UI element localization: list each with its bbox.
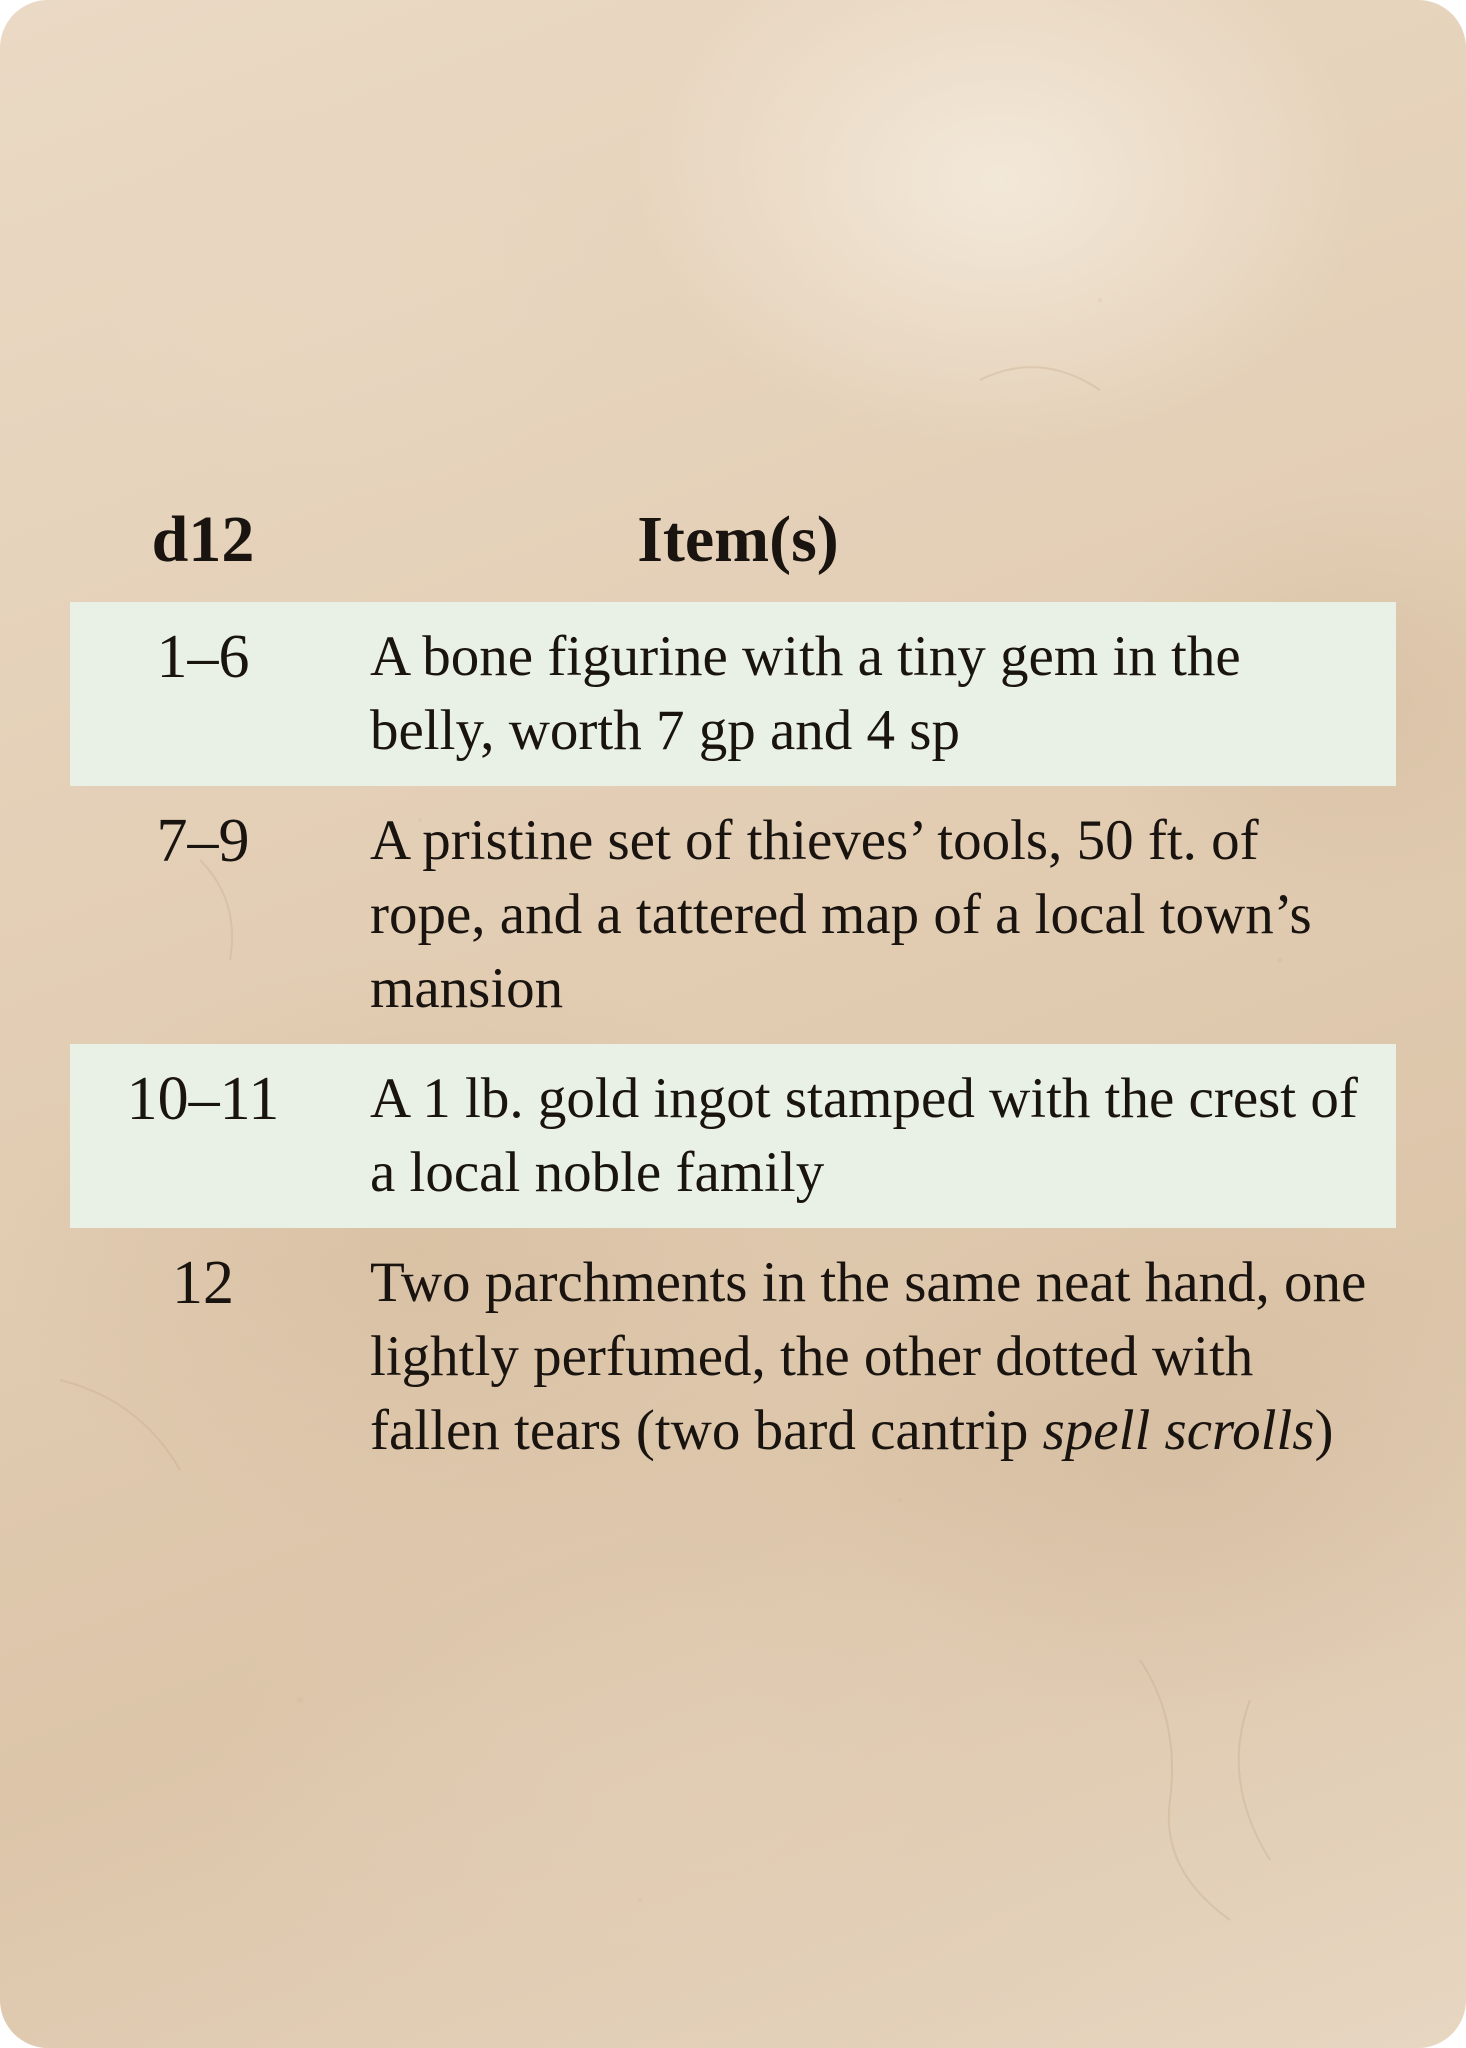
table-row bbox=[70, 1228, 1396, 1486]
table-row bbox=[70, 1044, 1396, 1228]
loot-table bbox=[70, 490, 1396, 1486]
roll-range: 12 bbox=[172, 1249, 234, 1317]
roll-range: 1–6 bbox=[156, 623, 250, 691]
item-description: A bone figurine with a tiny gem in the belly, worth 7 gp and 4 sp bbox=[370, 625, 1241, 762]
items-column-header: Item(s) bbox=[637, 503, 839, 576]
table-row bbox=[70, 786, 1396, 1044]
roll-column-header: d12 bbox=[151, 503, 255, 576]
item-description-text: Two parchments in the same neat hand, one lightly perfumed, the other dotted with fallen tears (two bard cantrip bbox=[370, 1251, 1367, 1462]
table-header bbox=[70, 490, 1396, 602]
roll-range: 10–11 bbox=[126, 1065, 280, 1133]
item-description-italic: spell scrolls bbox=[1042, 1399, 1315, 1462]
table-row bbox=[70, 602, 1396, 786]
item-description: A 1 lb. gold ingot stamped with the crest of a local noble family bbox=[370, 1067, 1358, 1204]
item-description-end: ) bbox=[1314, 1399, 1334, 1462]
item-description: A pristine set of thieves’ tools, 50 ft. of rope, and a tattered map of a local town’s mansion bbox=[370, 809, 1312, 1020]
item-description bbox=[370, 1246, 1372, 1468]
roll-range: 7–9 bbox=[156, 807, 250, 875]
